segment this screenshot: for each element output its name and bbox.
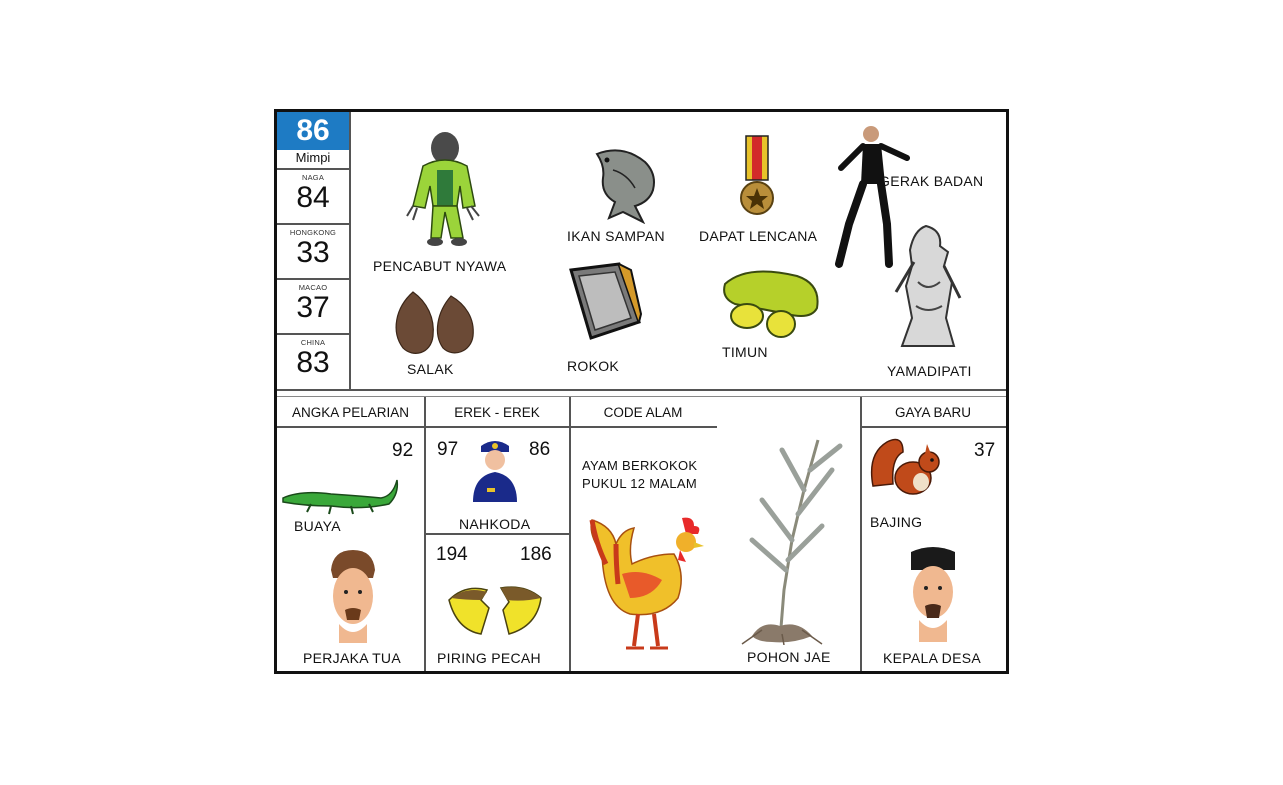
erek-top-right: 86: [529, 439, 551, 460]
market-china: [277, 335, 351, 390]
erek-divider: [424, 533, 570, 535]
market-name: CHINA: [300, 338, 326, 347]
broken-plate-icon: [445, 580, 545, 640]
label-yamadipati: YAMADIPATI: [887, 363, 972, 379]
medal-icon: [737, 134, 777, 220]
market-name: HONGKONG: [289, 228, 337, 237]
ginger-plant-icon: [722, 430, 847, 645]
squirrel-icon: [867, 434, 947, 504]
market-hongkong: [277, 225, 351, 280]
dream-card: [274, 109, 1009, 674]
village-head-face-icon: [903, 542, 963, 642]
label-nahkoda: NAHKODA: [459, 516, 531, 532]
market-naga: [277, 170, 351, 225]
gaya-baru-number: 37: [974, 440, 996, 461]
label-salak: SALAK: [407, 361, 454, 377]
label-ikan-sampan: IKAN SAMPAN: [567, 228, 665, 244]
section-divider: [277, 389, 1006, 391]
label-bajing: BAJING: [870, 514, 923, 530]
badge-box: [277, 112, 351, 170]
erek-erek-title: EREK - EREK: [454, 405, 540, 420]
label-pencabut-nyawa: PENCABUT NYAWA: [373, 258, 507, 274]
header-underline: [277, 426, 717, 428]
label-piring-pecah: PIRING PECAH: [437, 650, 541, 666]
bachelor-face-icon: [325, 548, 380, 643]
header-underline-right: [860, 426, 1006, 428]
market-value: 37: [296, 291, 330, 324]
erek-bottom-right: 186: [520, 544, 552, 565]
label-gerak-badan: GERAK BADAN: [879, 173, 984, 189]
market-value: 84: [296, 181, 330, 214]
market-name: NAGA: [301, 173, 325, 182]
wayang-icon: [892, 222, 962, 352]
code-alam-line1: AYAM BERKOKOK: [582, 458, 698, 473]
col-divider-3: [860, 397, 862, 671]
label-kepala-desa: KEPALA DESA: [883, 650, 981, 666]
rooster-icon: [582, 514, 707, 659]
label-perjaka-tua: PERJAKA TUA: [303, 650, 401, 666]
label-timun: TIMUN: [722, 344, 768, 360]
label-buaya: BUAYA: [294, 518, 341, 534]
market-value: 33: [296, 236, 330, 269]
cucumber-icon: [717, 264, 822, 344]
fish-icon: [583, 144, 663, 224]
label-rokok: ROKOK: [567, 358, 620, 374]
label-pohon-jae: POHON JAE: [747, 649, 831, 665]
gaya-baru-title: GAYA BARU: [894, 405, 972, 420]
cigarette-pack-icon: [567, 262, 642, 342]
market-value: 83: [296, 346, 330, 379]
salak-icon: [387, 288, 482, 358]
angka-pelarian-title: ANGKA PELARIAN: [291, 405, 410, 420]
section-divider-2: [277, 396, 1006, 397]
label-dapat-lencana: DAPAT LENCANA: [699, 228, 818, 244]
angka-pelarian-number: 92: [392, 440, 414, 461]
erek-bottom-left: 194: [436, 544, 468, 565]
badge-number: 86: [277, 112, 349, 150]
badge-caption: Mimpi: [295, 150, 331, 165]
crocodile-icon: [281, 476, 401, 516]
market-name: MACAO: [298, 283, 328, 292]
erek-top-left: 97: [437, 439, 459, 460]
code-alam-line2: PUKUL 12 MALAM: [582, 476, 697, 491]
market-macao: [277, 280, 351, 335]
code-alam-title: CODE ALAM: [603, 405, 683, 420]
captain-icon: [467, 434, 522, 504]
monster-icon: [405, 126, 495, 251]
